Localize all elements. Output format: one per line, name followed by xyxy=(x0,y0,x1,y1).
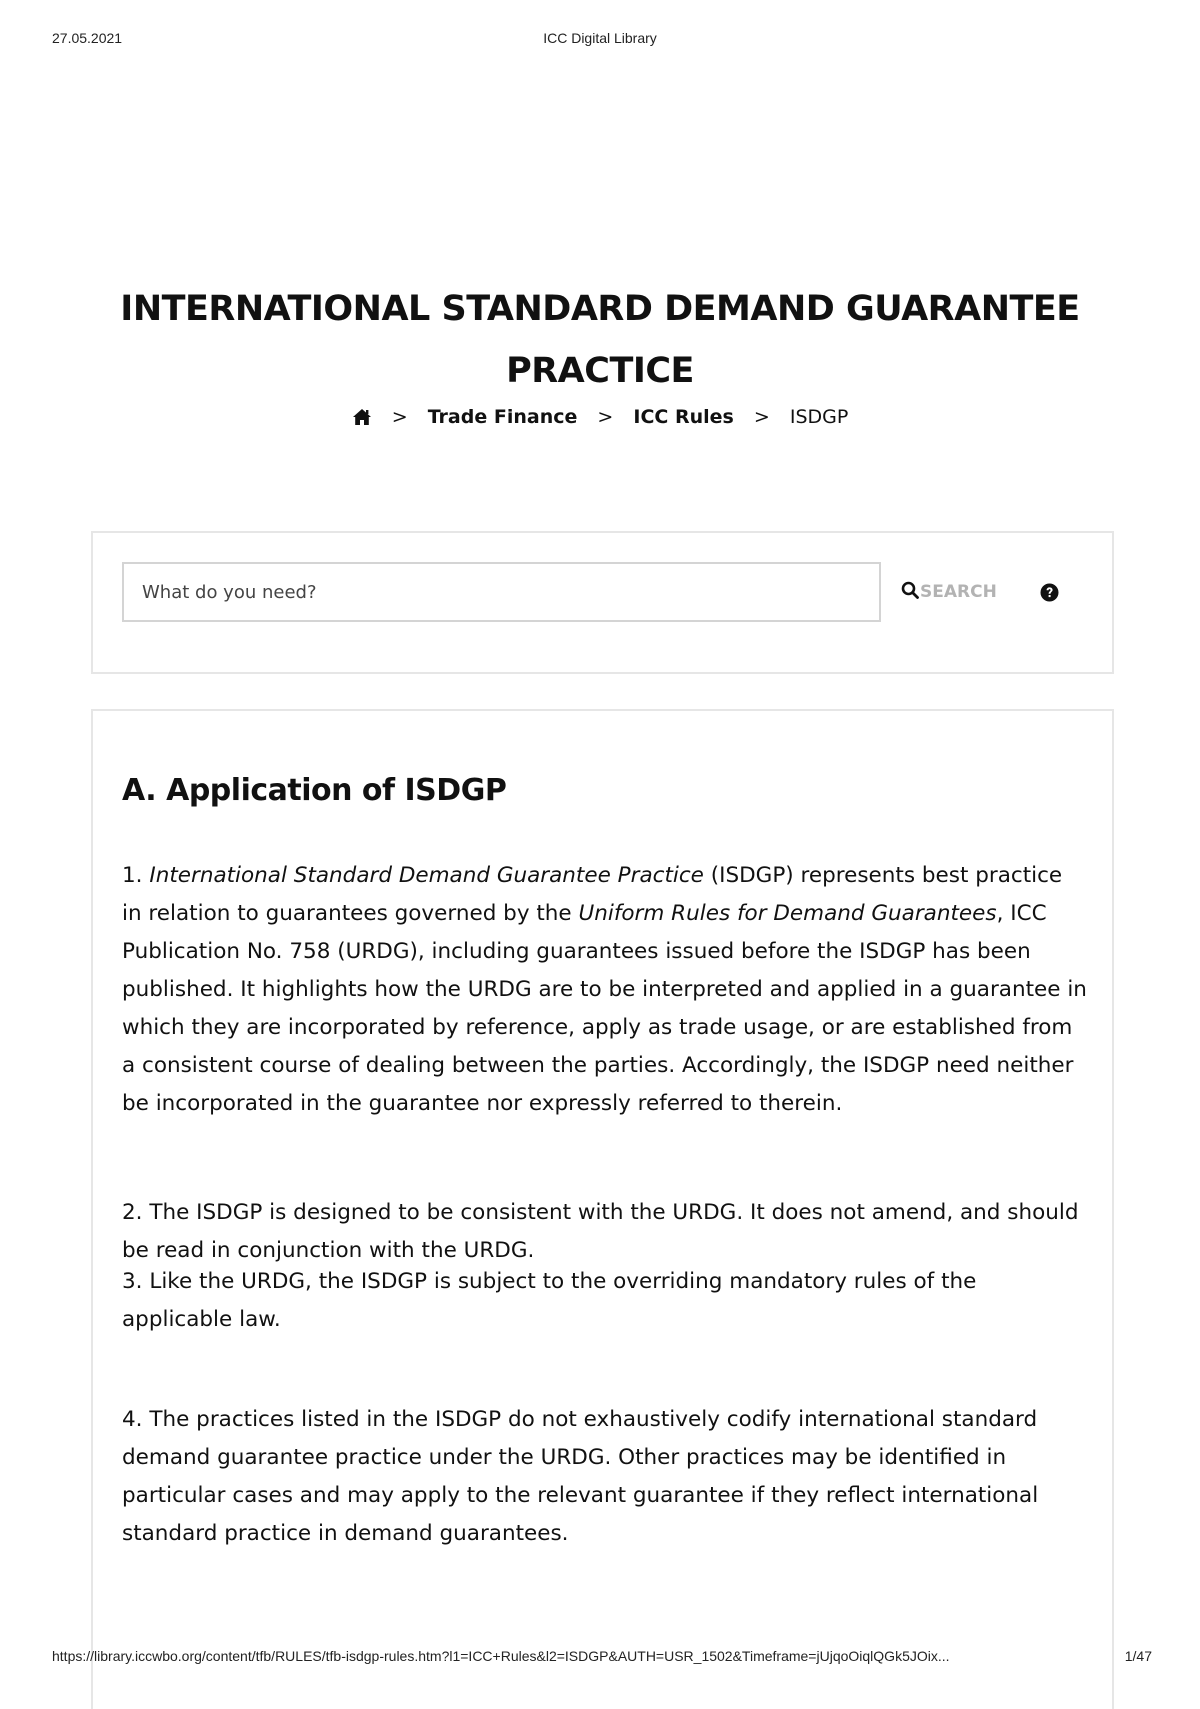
paragraph-4: 4. The practices listed in the ISDGP do not exhaustively codify international standard demand guarantee practice under the URDG. Other practices may be identified in particular cases and may apply to the relevant guarantee if they reflect international standard practice in demand guarantees. xyxy=(122,1407,1039,1546)
search-card xyxy=(91,531,1114,674)
search-icon xyxy=(901,581,919,604)
page-title-line-1: INTERNATIONAL STANDARD DEMAND GUARANTEE xyxy=(120,289,1080,329)
print-footer xyxy=(0,1648,1200,1668)
breadcrumb-separator: > xyxy=(753,406,770,428)
content-card xyxy=(91,709,1114,1709)
paragraph-1-urdg-title: Uniform Rules for Demand Guarantees xyxy=(578,901,997,926)
breadcrumb-current: ISDGP xyxy=(789,406,849,428)
breadcrumb-separator: > xyxy=(391,406,408,428)
search-button-label: SEARCH xyxy=(920,582,997,602)
breadcrumb xyxy=(0,406,1200,431)
paragraph-1 xyxy=(122,857,1087,1123)
print-site-title: ICC Digital Library xyxy=(543,30,657,46)
paragraph-1-isdgp-title: International Standard Demand Guarantee Practice xyxy=(149,863,704,888)
question-circle-icon[interactable] xyxy=(1040,583,1059,602)
section-heading: A. Application of ISDGP xyxy=(122,773,507,808)
paragraph-1-text-a: (ISDGP) represents best practice in relation to guarantees governed by the xyxy=(122,863,1063,926)
paragraph-1-text-b: , ICC Publication No. 758 (URDG), including guarantees issued before the ISDGP has been published. It highlights how the URDG are to be interpreted and applied in a guarantee in which they are incorporated by reference, apply as trade usage, or are established from a consistent course of dealing between the parties. Accordingly, the ISDGP need neither be incorporated in the guarantee nor expressly referred to therein. xyxy=(122,901,1087,1116)
search-input[interactable] xyxy=(122,562,881,622)
print-header xyxy=(0,30,1200,50)
home-icon[interactable] xyxy=(352,408,372,431)
paragraph-2: 2. The ISDGP is designed to be consistent with the URDG. It does not amend, and should be read in conjunction with the URDG. xyxy=(122,1200,1079,1263)
breadcrumb-icc-rules[interactable]: ICC Rules xyxy=(633,406,734,428)
print-page-number: 1/47 xyxy=(1124,1648,1152,1664)
print-url: https://library.iccwbo.org/content/tfb/RULES/tfb-isdgp-rules.htm?l1=ICC+Rules&l2=ISDGP&AUTH=USR_1502&Timeframe=jUjqoOiqlQGk5JOix... xyxy=(52,1648,950,1664)
breadcrumb-trade-finance[interactable]: Trade Finance xyxy=(427,406,578,428)
search-button[interactable] xyxy=(901,576,997,608)
paragraph-3: 3. Like the URDG, the ISDGP is subject to the overriding mandatory rules of the applicable law. xyxy=(122,1269,977,1332)
breadcrumb-separator: > xyxy=(597,406,614,428)
print-date: 27.05.2021 xyxy=(52,30,123,46)
paragraph-1-number: 1. xyxy=(122,863,143,888)
page-title xyxy=(100,278,1100,402)
page-title-line-2: PRACTICE xyxy=(506,351,694,391)
